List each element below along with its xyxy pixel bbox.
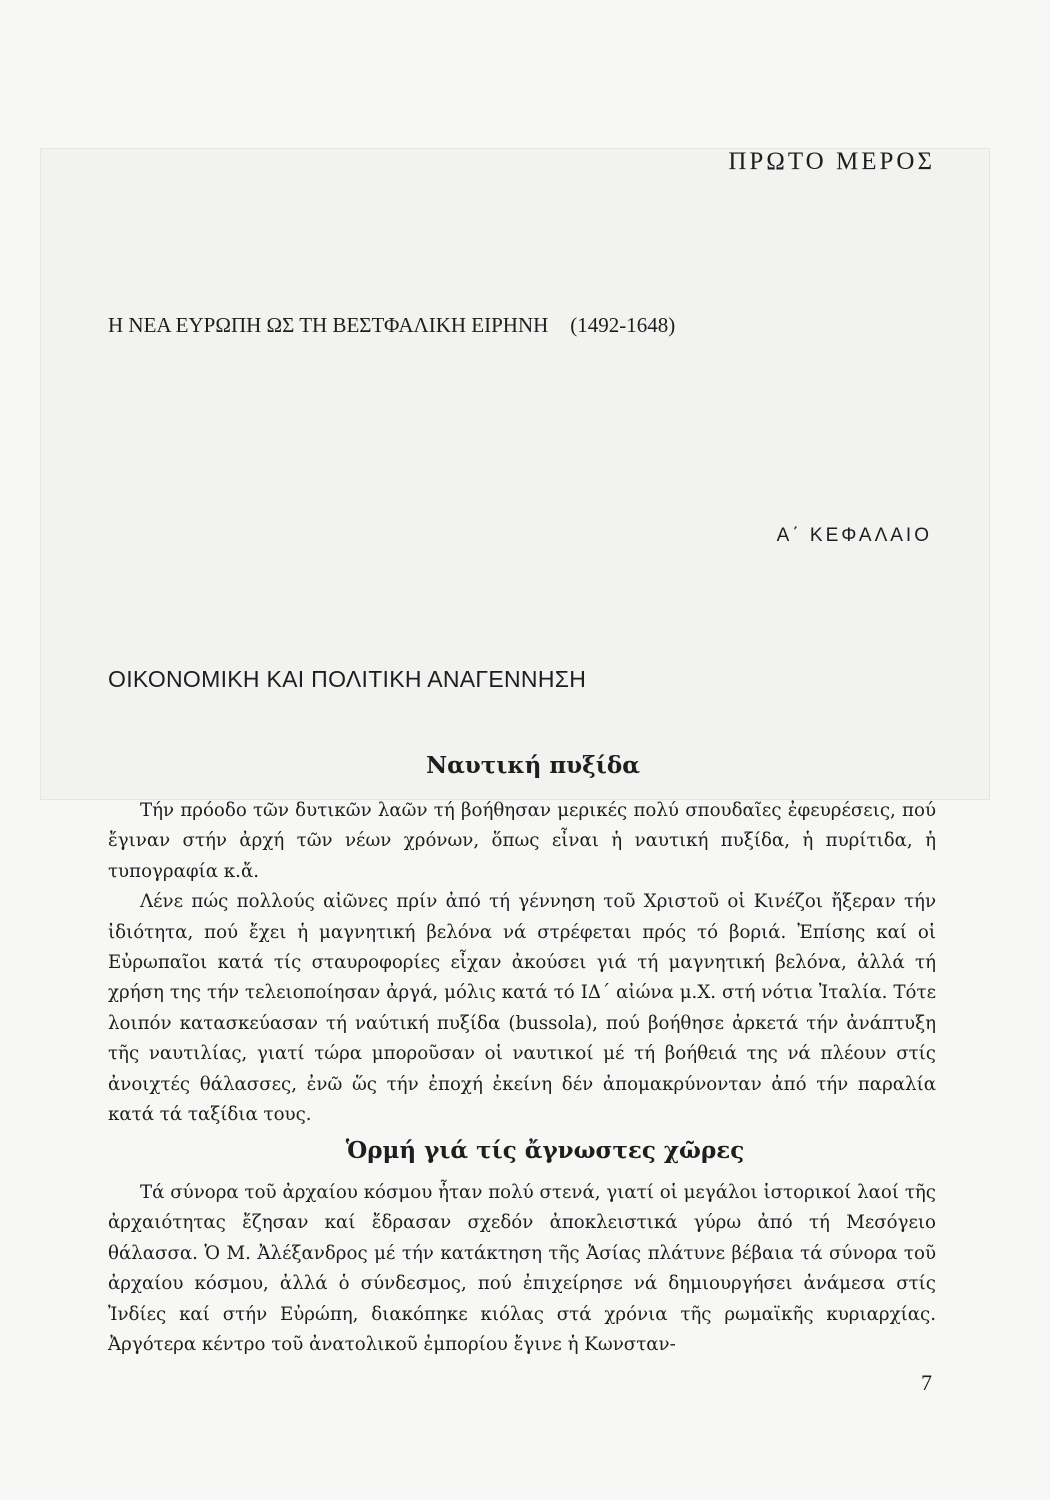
paragraph: Λένε πώς πολλούς αἰῶνες πρίν ἀπό τή γέννηση τοῦ Χριστοῦ οἱ Κινέζοι ἤξεραν τήν ἰδιότητα, πού ἔχει ἡ μαγνητική βελόνα νά στρέφεται πρός τό βοριά. Ἐπίσης καί οἱ Εὐρωπαῖοι κατά τίς σταυροφορίες εἶχαν ἀκούσει γιά τή μαγνητική βελόνα, ἀλλά τή χρήση της τήν τελειοποίησαν ἀργά, μόλις κατά τό ΙΔ΄ αἰώνα μ.Χ. στή νότια Ἰταλία. Τότε λοιπόν κατασκεύασαν τή ναύτική πυξίδα (bussola), πού βοήθησε ἀρκετά τήν ἀνάπτυξη τῆς ναυτιλίας, γιατί τώρα μποροῦσαν οἱ ναυτικοί μέ τή βοήθειά της νά πλέουν στίς ἀνοιχτές θάλασσες, ἐνῶ ὥς τήν ἐποχή ἐκείνη δέν ἀπομακρύνονταν ἀπό τήν παραλία κατά τά ταξίδια τους.	[108, 891, 936, 1126]
section-heading: Ὁρμή γιά τίς ἄγνωστες χῶρες	[345, 1137, 745, 1164]
show-through-shadow	[40, 148, 990, 800]
section-body	[108, 796, 936, 1130]
section-heading: Ναυτική πυξίδα	[426, 752, 640, 779]
book-title-text: Η ΝΕΑ ΕΥΡΩΠΗ ΩΣ ΤΗ ΒΕΣΤΦΑΛΙΚΗ ΕΙΡΗΝΗ	[108, 313, 549, 337]
book-title	[108, 313, 675, 338]
paragraph: Τήν πρόοδο τῶν δυτικῶν λαῶν τή βοήθησαν μερικές πολύ σπουδαῖες ἐφευρέσεις, πού ἔγιναν στήν ἀρχή τῶν νέων χρόνων, ὅπως εἶναι ἡ ναυτική πυξίδα, ἡ πυρίτιδα, ἡ τυπογραφία κ.ἄ.	[108, 800, 936, 882]
part-title: ΠΡΩΤΟ ΜΕΡΟΣ	[728, 148, 935, 175]
section-body	[108, 1178, 936, 1360]
page-number: 7	[921, 1370, 932, 1395]
paragraph: Τά σύνορα τοῦ ἀρχαίου κόσμου ἦταν πολύ στενά, γιατί οἱ μεγάλοι ἱστορικοί λαοί τῆς ἀρχαιότητας ἔζησαν καί ἔδρασαν σχεδόν ἀποκλειστικά γύρω ἀπό τή Μεσόγειο θάλασσα. Ὁ Μ. Ἀλέξανδρος μέ τήν κατάκτηση τῆς Ἀσίας πλάτυνε βέβαια τά σύνορα τοῦ ἀρχαίου κόσμου, ἀλλά ὁ σύνδεσμος, πού ἐπιχείρησε νά δημιουργήσει ἀνάμεσα στίς Ἰνδίες καί στήν Εὐρώπη, διακόπηκε κιόλας στά χρόνια τῆς ρωμαϊκῆς κυριαρχίας. Ἀργότερα κέντρο τοῦ ἀνατολικοῦ ἐμπορίου ἔγινε ἡ Κωνσταν-	[108, 1182, 936, 1356]
chapter-title: ΟΙΚΟΝΟΜΙΚΗ ΚΑΙ ΠΟΛΙΤΙΚΗ ΑΝΑΓΕΝΝΗΣΗ	[108, 666, 587, 692]
book-title-range: (1492-1648)	[570, 313, 676, 337]
chapter-label: Α΄ ΚΕΦΑΛΑΙΟ	[776, 525, 932, 546]
